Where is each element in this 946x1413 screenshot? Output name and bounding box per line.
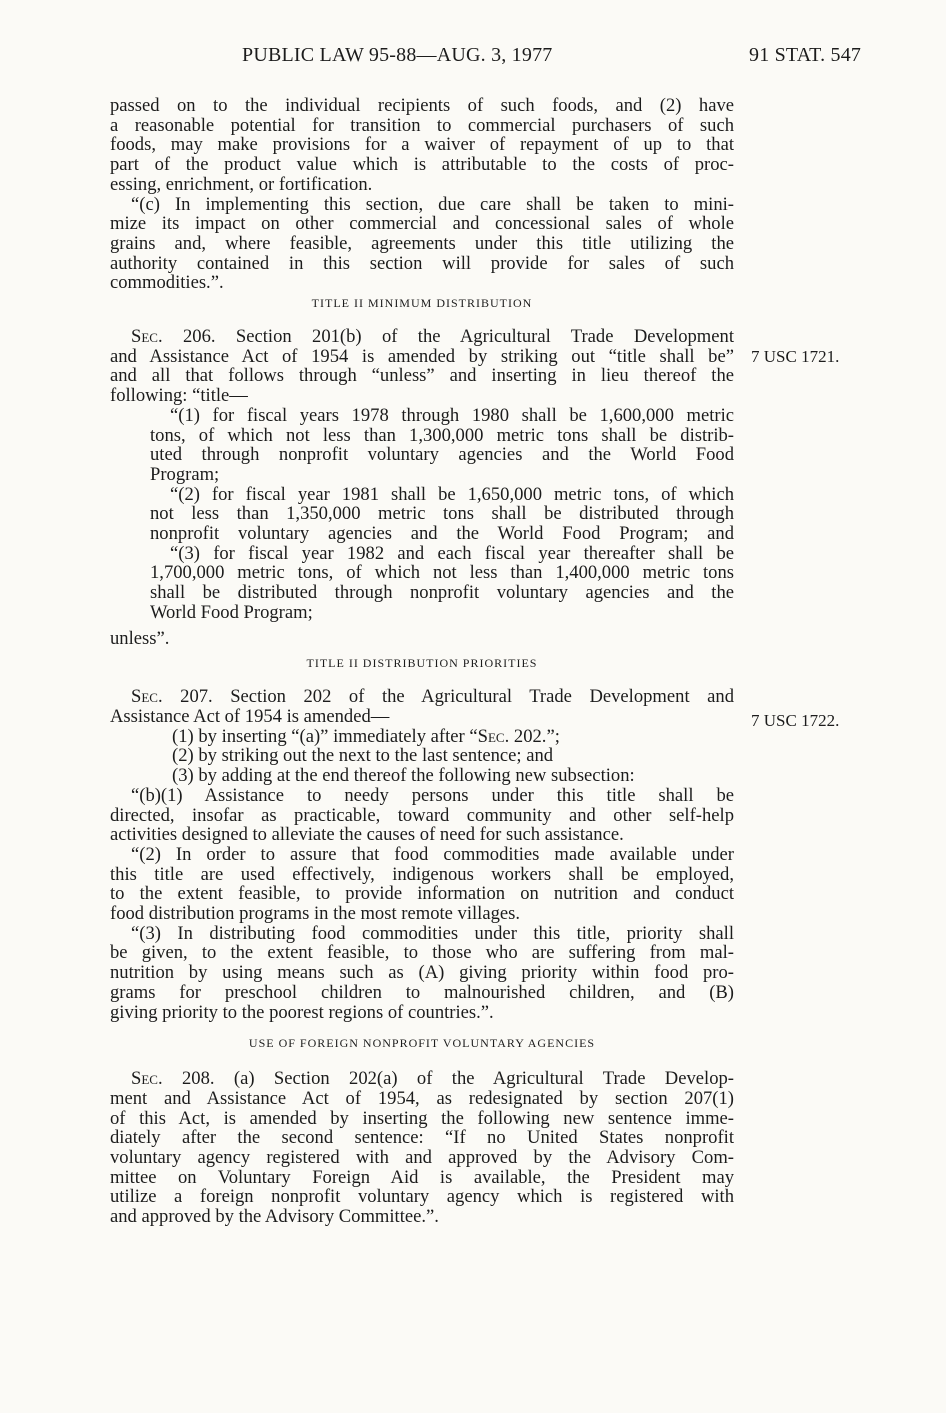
- text-line: World Food Program;: [150, 601, 313, 623]
- text-line: Program;: [150, 463, 220, 485]
- text-line: and approved by the Advisory Committee.”.: [110, 1206, 439, 1228]
- running-header-title: PUBLIC LAW 95-88—AUG. 3, 1977: [242, 44, 553, 66]
- text-line: a reasonable potential for transition to commercial purchasers of such: [110, 114, 734, 136]
- text-line: “(1) for fiscal years 1978 through 1980 shall be 1,600,000 metric: [170, 404, 734, 426]
- text-line: “(b)(1) Assistance to needy persons under this title shall be: [131, 784, 734, 806]
- text-line: and Assistance Act of 1954 is amended by striking out “title shall be”: [110, 345, 734, 367]
- text-line: (2) by striking out the next to the last sentence; and: [172, 745, 554, 767]
- text-line: 1,700,000 metric tons, of which not less than 1,400,000 metric tons: [150, 562, 734, 584]
- sec-label: Sec.: [131, 686, 163, 708]
- text-line: unless”.: [110, 627, 170, 649]
- text-line: nonprofit voluntary agencies and the World Food Program; and: [150, 523, 734, 545]
- text-line: (3) by adding at the end thereof the following new subsection:: [172, 765, 635, 787]
- text-line: passed on to the individual recipients of such foods, and (2) have: [110, 95, 734, 116]
- text-line: to the extent feasible, to provide information on nutrition and conduct: [110, 883, 734, 905]
- text-line: giving priority to the poorest regions of countries.”.: [110, 1001, 494, 1023]
- section-heading: TITLE II DISTRIBUTION PRIORITIES: [306, 656, 538, 671]
- text-line: activities designed to alleviate the causes of need for such assistance.: [110, 824, 624, 846]
- text-line: diately after the second sentence: “If no United States nonprofit: [110, 1127, 734, 1149]
- margin-note-citation: 7 USC 1722.: [751, 711, 840, 730]
- text-line: mize its impact on other commercial and concessional sales of whole: [110, 213, 734, 235]
- text-line: utilize a foreign nonprofit voluntary agency which is registered with: [110, 1186, 734, 1208]
- text-line: directed, insofar as practicable, toward community and other self-help: [110, 804, 734, 826]
- text-line: uted through nonprofit voluntary agencies and the World Food: [150, 444, 734, 466]
- text-line: following: “title—: [110, 385, 248, 407]
- text-line: this title are used effectively, indigenous workers shall be employed,: [110, 863, 734, 885]
- text-line: be given, to the extent feasible, to those who are suffering from mal-: [110, 942, 734, 964]
- body-text: [110, 96, 734, 1227]
- text-line: food distribution programs in the most remote villages.: [110, 903, 521, 925]
- text-line: (1) by inserting “(a)” immediately after “Sec. 202.”;: [172, 725, 560, 747]
- text-line: “(c) In implementing this section, due care shall be taken to mini-: [131, 193, 734, 215]
- text-line: essing, enrichment, or fortification.: [110, 173, 373, 195]
- text-line: mittee on Voluntary Foreign Aid is available, the President may: [110, 1166, 734, 1188]
- text-line: grams for preschool children to malnourished children, and (B): [110, 981, 734, 1003]
- section-207-first-line: Sec. 207. Section 202 of the Agricultural Trade Development and: [131, 686, 734, 708]
- text-line: and all that follows through “unless” and inserting in lieu thereof the: [110, 365, 734, 387]
- text-line: shall be distributed through nonprofit voluntary agencies and the: [150, 582, 734, 604]
- text-line: part of the product value which is attributable to the costs of proc-: [110, 154, 734, 176]
- margin-note-citation: 7 USC 1721.: [751, 347, 840, 366]
- text-line: commodities.”.: [110, 272, 224, 294]
- section-208-first-line: Sec. 208. (a) Section 202(a) of the Agricultural Trade Develop-: [131, 1068, 734, 1090]
- sec-label: Sec.: [131, 1068, 163, 1090]
- text-line: voluntary agency registered with and approved by the Advisory Com-: [110, 1147, 734, 1169]
- section-heading: TITLE II MINIMUM DISTRIBUTION: [311, 296, 533, 311]
- sec-label: Sec.: [131, 326, 163, 348]
- text-line: foods, may make provisions for a waiver of repayment of up to that: [110, 134, 734, 156]
- text-line: “(3) for fiscal year 1982 and each fiscal year thereafter shall be: [170, 542, 734, 564]
- text-line: tons, of which not less than 1,300,000 metric tons shall be distrib-: [150, 424, 734, 446]
- text-line: Assistance Act of 1954 is amended—: [110, 705, 390, 727]
- text-line: grains and, where feasible, agreements under this title utilizing the: [110, 232, 734, 254]
- text-line: “(3) In distributing food commodities under this title, priority shall: [131, 922, 734, 944]
- stat-page-number: 91 STAT. 547: [749, 44, 862, 66]
- text-line: nutrition by using means such as (A) giving priority within food pro-: [110, 962, 734, 984]
- text-line: of this Act, is amended by inserting the following new sentence imme-: [110, 1107, 734, 1129]
- section-heading: USE OF FOREIGN NONPROFIT VOLUNTARY AGENCIES: [248, 1036, 596, 1051]
- text-line: authority contained in this section will provide for sales of such: [110, 252, 734, 274]
- text-line: “(2) for fiscal year 1981 shall be 1,650,000 metric tons, of which: [170, 483, 734, 505]
- text-line: ment and Assistance Act of 1954, as redesignated by section 207(1): [110, 1087, 734, 1109]
- text-line: “(2) In order to assure that food commodities made available under: [131, 843, 734, 865]
- section-206-first-line: Sec. 206. Section 201(b) of the Agricultural Trade Development: [131, 326, 734, 348]
- text-line: not less than 1,350,000 metric tons shall be distributed through: [150, 503, 734, 525]
